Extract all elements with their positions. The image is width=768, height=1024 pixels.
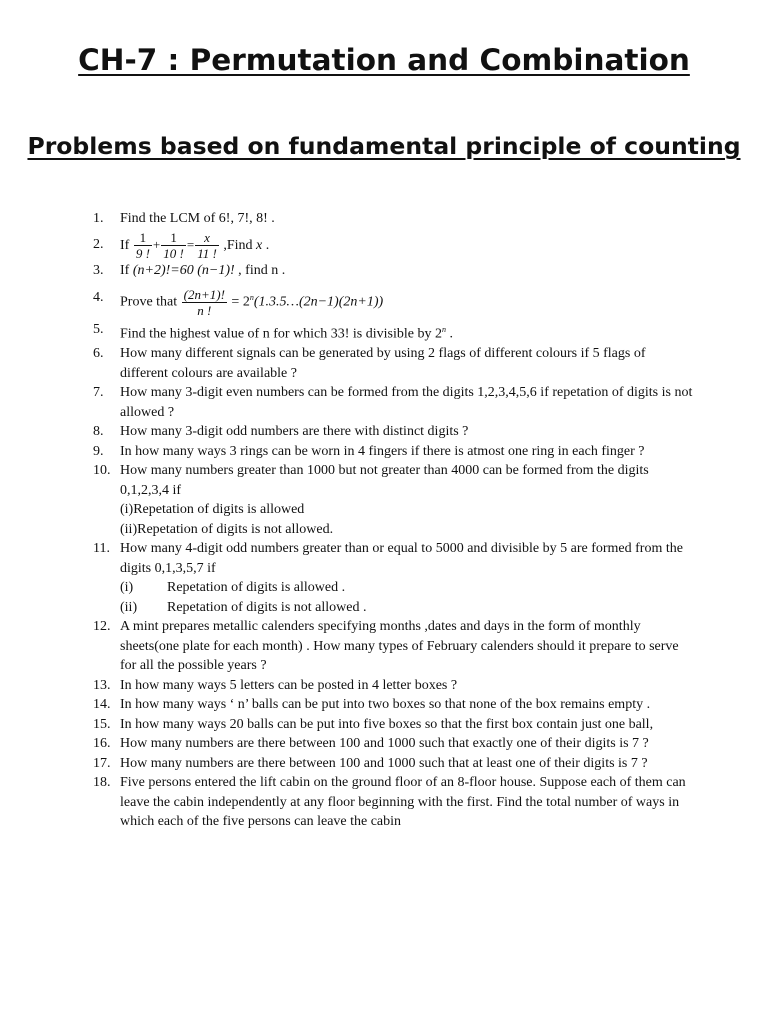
item-suffix: , find n .	[234, 262, 286, 278]
list-item	[93, 461, 693, 539]
list-item	[93, 282, 693, 319]
list-item	[93, 320, 693, 344]
item-number: 8.	[93, 424, 104, 440]
item-number: 15.	[93, 716, 111, 732]
item-number: 4.	[93, 290, 104, 306]
item-text: In how many ways 20 balls can be put into five boxes so that the first box contain just one ball,	[120, 716, 654, 732]
equals-two: = 2	[227, 294, 250, 310]
item-number: 10.	[93, 463, 111, 479]
list-item	[93, 442, 693, 462]
item-text: Five persons entered the lift cabin on the ground floor of an 8-floor house. Suppose each of them can leave the cabin independently at any floor beginning with the first. Find the total number of ways in which each of the five persons can leave the cabin	[120, 775, 686, 830]
item-text: How many 4-digit odd numbers greater than or equal to 5000 and divisible by 5 are formed from the digits 0,1,3,5,7 if	[120, 541, 683, 576]
item-number: 16.	[93, 736, 111, 752]
fraction	[182, 287, 227, 318]
variable: x	[256, 237, 263, 253]
list-item	[93, 617, 693, 676]
sub-item: (i)Repetation of digits is allowed	[120, 502, 305, 518]
sub-item	[120, 578, 693, 598]
item-prefix: Prove that	[120, 294, 181, 310]
item-number: 18.	[93, 775, 111, 791]
numerator: 1	[170, 229, 177, 245]
item-number: 11.	[93, 541, 110, 557]
fraction	[195, 230, 219, 261]
numerator: (2n+1)!	[183, 287, 225, 303]
sub-item-text: Repetation of digits is not allowed .	[167, 599, 367, 615]
list-item	[93, 209, 693, 229]
item-text: How many numbers are there between 100 and 1000 such that at least one of their digits is 7 ?	[120, 755, 648, 771]
item-text: In how many ways 3 rings can be worn in 4 fingers if there is atmost one ring in each finger ?	[120, 443, 645, 459]
list-item	[93, 715, 693, 735]
item-end: .	[262, 237, 270, 253]
list-item	[93, 344, 693, 383]
denominator: 11 !	[197, 245, 217, 261]
item-text: A mint prepares metallic calenders specifying months ,dates and days in the form of monthly sheets(one plate for each month) . How many types of February calenders should it prepare to serve for all the possible years ?	[120, 619, 679, 674]
list-item	[93, 422, 693, 442]
plus-sign: +	[152, 236, 161, 252]
item-text: In how many ways 5 letters can be posted in 4 letter boxes ?	[120, 677, 458, 693]
list-item	[93, 230, 693, 261]
item-number: 5.	[93, 321, 104, 337]
item-text: How many 3-digit even numbers can be formed from the digits 1,2,3,4,5,6 if repetation of digits is not allowed ?	[120, 385, 693, 420]
fraction	[161, 230, 186, 261]
sub-item	[120, 598, 693, 618]
section-heading: Problems based on fundamental principle of counting	[27, 132, 741, 160]
exponent: n	[441, 324, 446, 334]
chapter-title: CH-7 : Permutation and Combination	[78, 43, 690, 77]
item-number: 6.	[93, 346, 104, 362]
item-text: How many numbers are there between 100 and 1000 such that exactly one of their digits is 7 ?	[120, 736, 649, 752]
list-item	[93, 773, 693, 832]
item-text: Find the LCM of 6!, 7!, 8! .	[120, 211, 275, 226]
list-item	[93, 695, 693, 715]
equals-sign: =	[186, 236, 195, 252]
sub-item-number: (ii)	[120, 599, 138, 615]
list-item	[93, 754, 693, 774]
item-end: .	[445, 326, 453, 342]
item-prefix: If	[120, 262, 133, 278]
item-text: In how many ways ‘ n’ balls can be put into two boxes so that none of the box remains empty .	[120, 697, 651, 713]
item-number: 9.	[93, 443, 104, 459]
item-text: How many different signals can be generated by using 2 flags of different colours if 5 flags of different colours are available ?	[120, 346, 646, 381]
list-item	[93, 676, 693, 696]
denominator: 10 !	[163, 245, 184, 261]
item-suffix: ,Find	[223, 237, 257, 253]
item-number: 17.	[93, 755, 111, 771]
sub-item: (ii)Repetation of digits is not allowed.	[120, 521, 334, 537]
sub-item-text: Repetation of digits is allowed .	[167, 580, 346, 596]
item-number: 2.	[93, 236, 104, 252]
item-prefix: If	[120, 237, 133, 253]
numerator: 1	[139, 229, 147, 245]
item-number: 7.	[93, 385, 104, 401]
fraction	[134, 230, 152, 261]
problem-list	[93, 209, 693, 832]
list-item	[93, 261, 693, 281]
item-number: 1.	[93, 211, 104, 226]
item-number: 3.	[93, 262, 104, 278]
exponent: n	[249, 293, 254, 303]
item-number: 13.	[93, 677, 111, 693]
item-text: How many 3-digit odd numbers are there with distinct digits ?	[120, 424, 469, 440]
numerator: x	[204, 229, 210, 245]
denominator: n !	[182, 302, 227, 318]
math-expression: (1.3.5…(2n−1)(2n+1))	[253, 294, 384, 310]
math-expression: (n+2)!=60 (n−1)!	[132, 262, 235, 278]
list-item	[93, 734, 693, 754]
item-number: 14.	[93, 697, 111, 713]
item-prefix: Find the highest value of n for which 33! is divisible by 2	[120, 326, 442, 342]
sub-item-number: (i)	[120, 580, 134, 596]
denominator: 9 !	[135, 245, 150, 261]
list-item	[93, 539, 693, 617]
item-number: 12.	[93, 619, 111, 635]
list-item	[93, 383, 693, 422]
item-text: How many numbers greater than 1000 but not greater than 4000 can be formed from the digits 0,1,2,3,4 if	[120, 463, 649, 498]
